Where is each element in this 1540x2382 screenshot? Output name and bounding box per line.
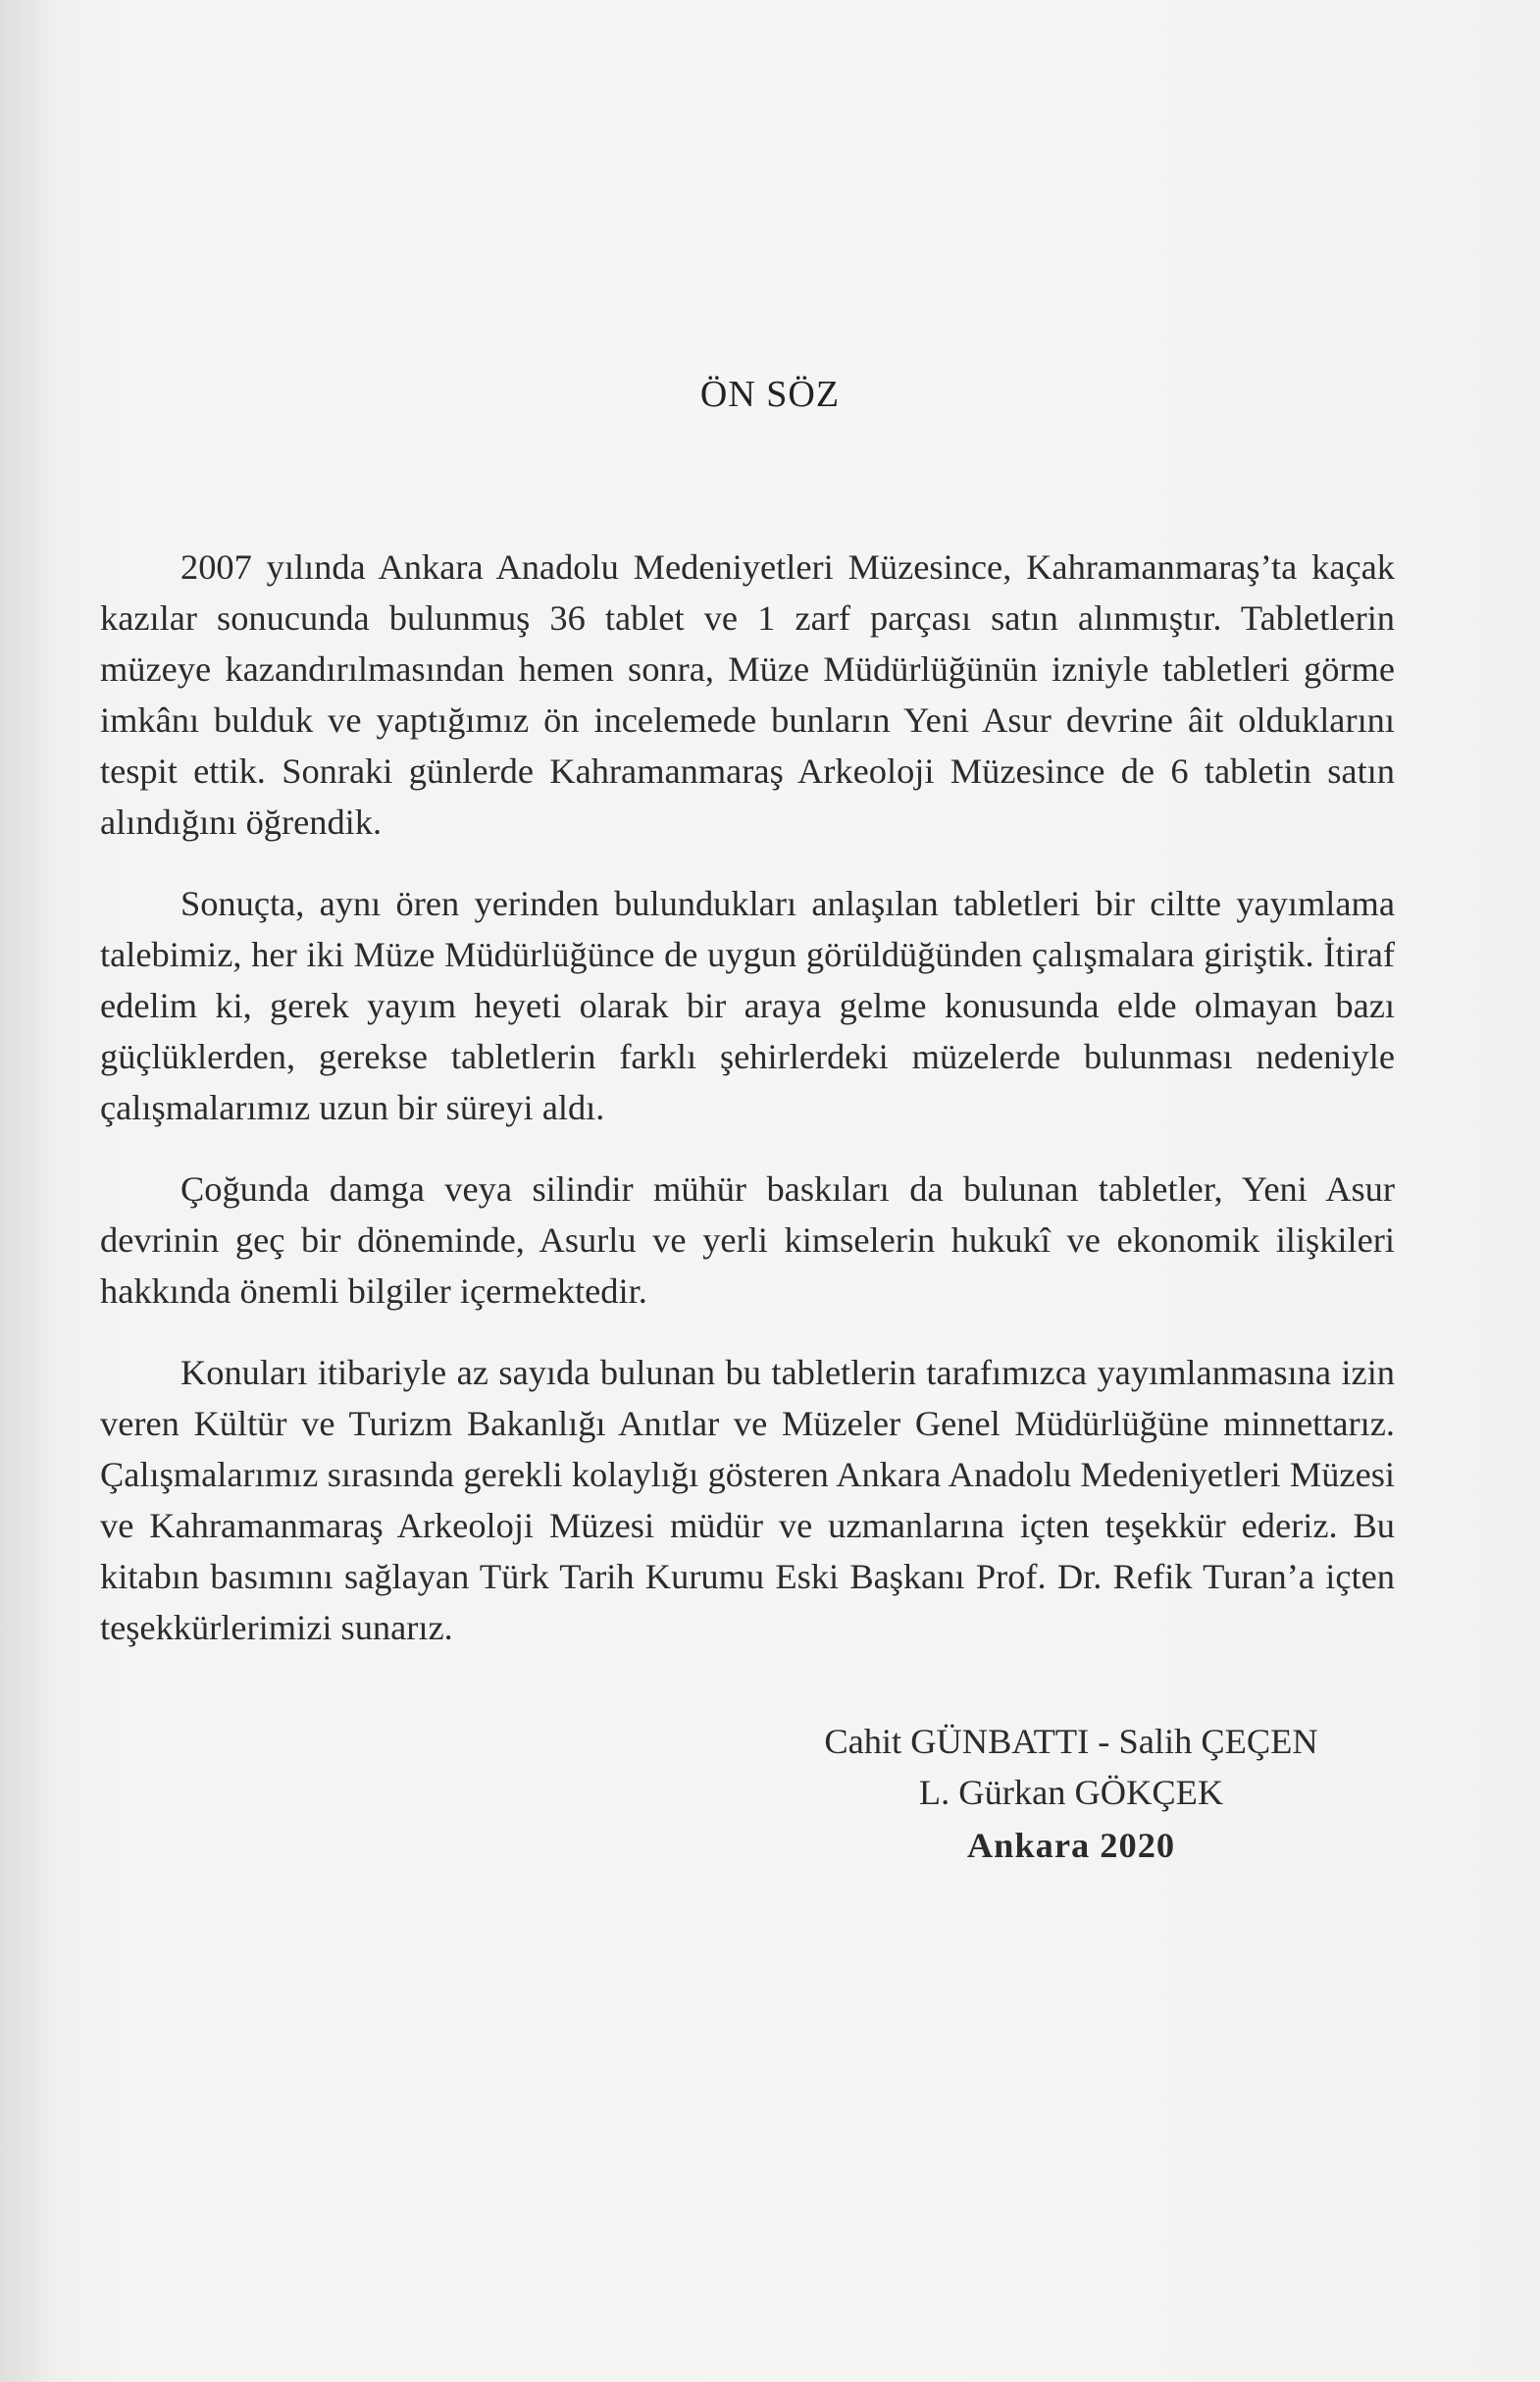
paragraph-1: 2007 yılında Ankara Anadolu Medeniyetleri Müzesince, Kahramanmaraş’ta kaçak kazılar sonucunda bulunmuş 36 tablet ve 1 zarf parçası satın alınmıştır. Tabletlerin müzeye kazandırılmasından hemen sonra, Müze Müdürlüğünün izniyle tabletleri görme imkânı bulduk ve yaptığımız ön incelemede bunların Yeni Asur devrine âit olduklarını tespit ettik. Sonraki günlerde Kahramanmaraş Arkeoloji Müzesince de 6 tabletin satın alındığını öğrendik. bbox=[100, 547, 1395, 842]
signature-block bbox=[745, 1716, 1397, 1871]
authors-line-1: Cahit GÜNBATTI - Salih ÇEÇEN bbox=[824, 1722, 1318, 1761]
page-title: ÖN SÖZ bbox=[699, 374, 841, 415]
paragraph-3: Çoğunda damga veya silindir mühür baskıları da bulunan tabletler, Yeni Asur devrinin geç bir döneminde, Asurlu ve yerli kimselerin hukukî ve ekonomik ilişkileri hakkında önemli bilgiler içermektedir. bbox=[100, 1169, 1395, 1311]
place-year: Ankara 2020 bbox=[966, 1826, 1176, 1865]
preface-body bbox=[100, 542, 1395, 1683]
paragraph-4: Konuları itibariyle az sayıda bulunan bu tabletlerin tarafımızca yayımlanmasına izin veren Kültür ve Turizm Bakanlığı Anıtlar ve Müzeler Genel Müdürlüğüne minnettarız. Çalışmalarımız sırasında gerekli kolaylığı gösteren Ankara Anadolu Medeniyetleri Müzesi ve Kahramanmaraş Arkeoloji Müzesi müdür ve uzmanlarına içten teşekkür ederiz. Bu kitabın basımını sağlayan Türk Tarih Kurumu Eski Başkanı Prof. Dr. Refik Turan’a içten teşekkürlerimizi sunarız. bbox=[100, 1353, 1395, 1647]
authors-line-2: L. Gürkan GÖKÇEK bbox=[918, 1773, 1224, 1812]
paragraph-2: Sonuçta, aynı ören yerinden bulundukları anlaşılan tabletleri bir ciltte yayımlama talebimiz, her iki Müze Müdürlüğünce de uygun görüldüğünden çalışmalara giriştik. İtiraf edelim ki, gerek yayım heyeti olarak bir araya gelme konusunda elde olmayan bazı güçlüklerden, gerekse tabletlerin farklı şehirlerdeki müzelerde bulunması nedeniyle çalışmalarımız uzun bir süreyi aldı. bbox=[100, 884, 1395, 1127]
page-spine-shadow bbox=[0, 0, 59, 2382]
